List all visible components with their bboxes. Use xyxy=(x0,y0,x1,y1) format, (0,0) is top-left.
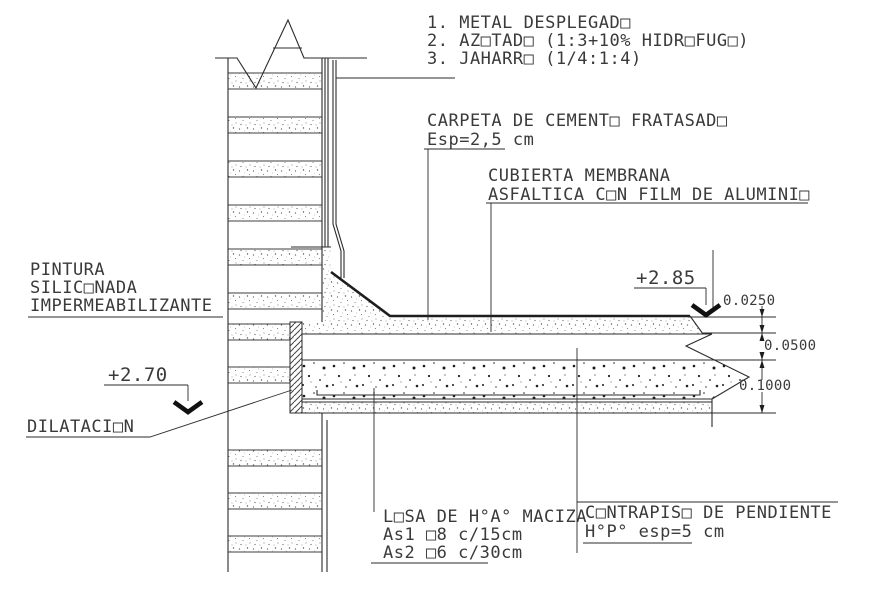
wall-course-band xyxy=(228,367,290,383)
note-metal-desplegado: 1. METAL DESPLEGAD□ xyxy=(427,13,631,33)
pintura-label-line3: IMPERMEABILIZANTE xyxy=(30,296,213,316)
contrapiso-label-line2: H°P° esp=5 cm xyxy=(585,522,725,542)
metal-flashing xyxy=(333,60,341,278)
losa-label-line3: As2 □6 c/30cm xyxy=(383,543,523,563)
dim-arrow xyxy=(760,360,765,368)
level-ceiling-value: +2.70 xyxy=(108,364,168,386)
wall-course-band xyxy=(228,450,322,466)
contrapiso-label-line1: C□NTRAPIS□ DE PENDIENTE xyxy=(585,503,832,523)
dim-arrow xyxy=(760,309,765,317)
pintura-label-line2: SILIC□NADA xyxy=(30,278,138,298)
wall-course-band xyxy=(228,73,322,89)
losa-label xyxy=(371,388,587,563)
dim-losa: 0.1000 xyxy=(739,378,792,394)
losa-label-line2: As1 □8 c/15cm xyxy=(383,525,523,545)
numbered-notes xyxy=(427,13,749,69)
losa-label-line1: L□SA DE H°A° MACIZA xyxy=(383,507,587,527)
carpeta-label-line1: CARPETA DE CEMENT□ FRATASAD□ xyxy=(427,111,728,131)
level-roof-arrow xyxy=(692,305,720,315)
wall-course-band xyxy=(228,161,322,177)
screed-band xyxy=(302,316,703,334)
wall-course-band xyxy=(228,293,322,309)
concrete-slab xyxy=(302,360,749,399)
wall-course-band xyxy=(228,493,322,509)
screed-cove xyxy=(322,248,390,316)
metal-flashing xyxy=(336,60,344,278)
dim-carpeta: 0.0250 xyxy=(723,293,776,309)
level-roof-value: +2.85 xyxy=(636,267,696,289)
wall-course-band xyxy=(228,324,290,340)
carpeta-label-line2: Esp=2,5 cm xyxy=(427,130,535,150)
wall-course-band xyxy=(228,249,322,265)
note-jaharro: 3. JAHARR□ (1/4:1:4) xyxy=(427,49,642,69)
dim-arrow xyxy=(760,325,765,333)
dilatacion-text: DILATACI□N xyxy=(27,417,135,437)
note-azotado: 2. AZ□TAD□ (1:3+10% HIDR□FUG□) xyxy=(427,31,750,51)
membrane-label-line2: ASFALTICA C□N FILM DE ALUMINI□ xyxy=(488,185,811,205)
level-ceiling-arrow xyxy=(174,402,202,412)
wall-course-band xyxy=(228,205,322,221)
level-marker-ceiling xyxy=(104,364,202,412)
level-marker-roof xyxy=(634,250,720,315)
wall-course-band xyxy=(228,536,322,552)
dim-contrapiso: 0.0500 xyxy=(764,338,817,354)
membrane-label-line1: CUBIERTA MEMBRANA xyxy=(488,166,671,186)
pintura-label-line1: PINTURA xyxy=(30,260,106,280)
level-ceiling-leader xyxy=(104,385,188,401)
dilatacion-label xyxy=(26,390,292,437)
dilatation-hatch xyxy=(290,322,302,413)
dilatation-joint xyxy=(290,322,302,413)
pintura-label xyxy=(28,260,223,317)
dim-arrow xyxy=(760,405,765,413)
ceiling-plaster-band xyxy=(302,402,712,413)
wall-course-band xyxy=(228,117,322,133)
